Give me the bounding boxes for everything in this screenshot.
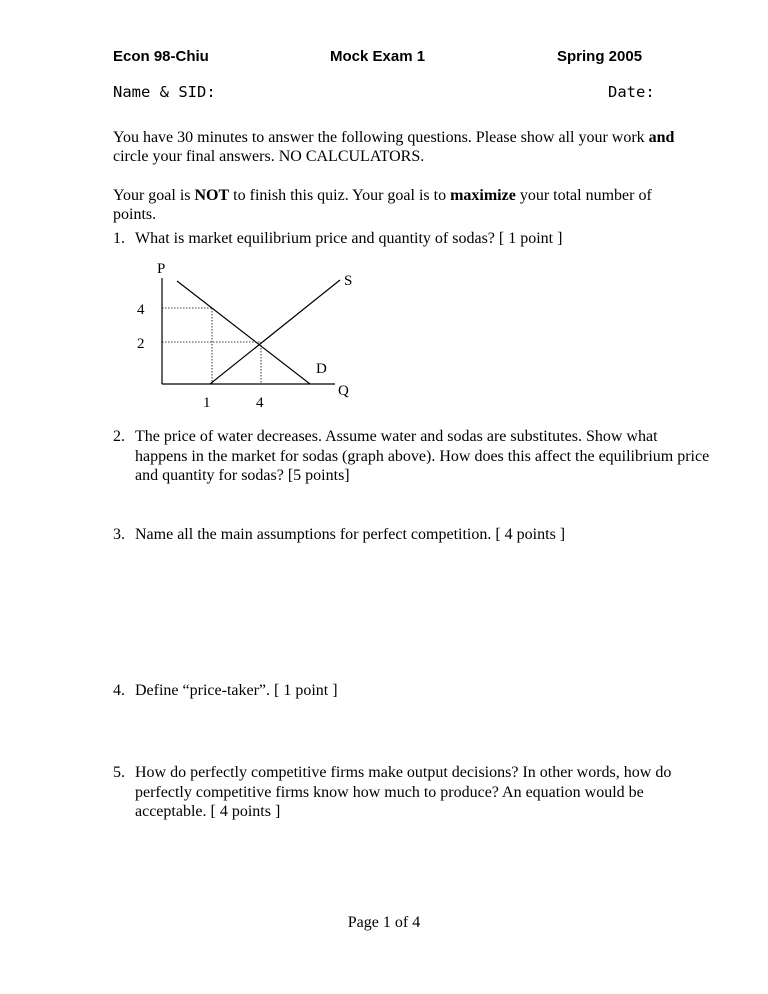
- question-number: 3.: [113, 526, 125, 543]
- y-tick-2: 2: [137, 336, 145, 352]
- y-axis-label: P: [157, 261, 166, 277]
- demand-label: D: [316, 361, 327, 377]
- question-text: How do perfectly competitive firms make output decisions? In other words, how do perfectly competitive firms know how much to produce? An equation would be acceptable. [ 4 points ]: [135, 764, 672, 820]
- question-number: 5.: [113, 764, 125, 781]
- supply-demand-graph: [0, 256, 768, 416]
- x-tick-1: 1: [203, 395, 211, 411]
- instructions-line-2: Your goal is NOT to finish this quiz. Your goal is to maximize your total number of points.: [113, 187, 652, 223]
- question-text: Define “price-taker”. [ 1 point ]: [135, 682, 338, 699]
- term-label: Spring 2005: [557, 48, 643, 65]
- exam-title: Mock Exam 1: [330, 48, 426, 65]
- question-number: 4.: [113, 682, 125, 699]
- question-3: [113, 525, 713, 545]
- x-tick-4: 4: [256, 395, 264, 411]
- y-tick-4: 4: [137, 302, 145, 318]
- supply-label: S: [344, 273, 353, 289]
- question-5: [113, 763, 713, 822]
- question-1: [113, 229, 713, 249]
- demand-curve: [177, 281, 310, 384]
- question-number: 1.: [113, 230, 125, 247]
- instructions-line-1: You have 30 minutes to answer the following questions. Please show all your work and circle your final answers. NO CALCULATORS.: [113, 129, 675, 165]
- x-axis-label: Q: [338, 383, 349, 399]
- question-text: The price of water decreases. Assume water and sodas are substitutes. Show what happens in the market for sodas (graph above). How does this affect the equilibrium price and quantity for sodas? [5 points]: [135, 428, 710, 484]
- question-text: Name all the main assumptions for perfect competition. [ 4 points ]: [135, 526, 566, 543]
- course-title: Econ 98-Chiu: [113, 48, 209, 65]
- question-text: What is market equilibrium price and quantity of sodas? [ 1 point ]: [135, 230, 563, 247]
- date-label: Date:: [608, 83, 655, 101]
- question-4: [113, 681, 713, 701]
- name-sid-label: Name & SID:: [113, 83, 216, 101]
- page-number: Page 1 of 4: [347, 914, 421, 931]
- question-number: 2.: [113, 428, 125, 445]
- question-2: [113, 427, 713, 486]
